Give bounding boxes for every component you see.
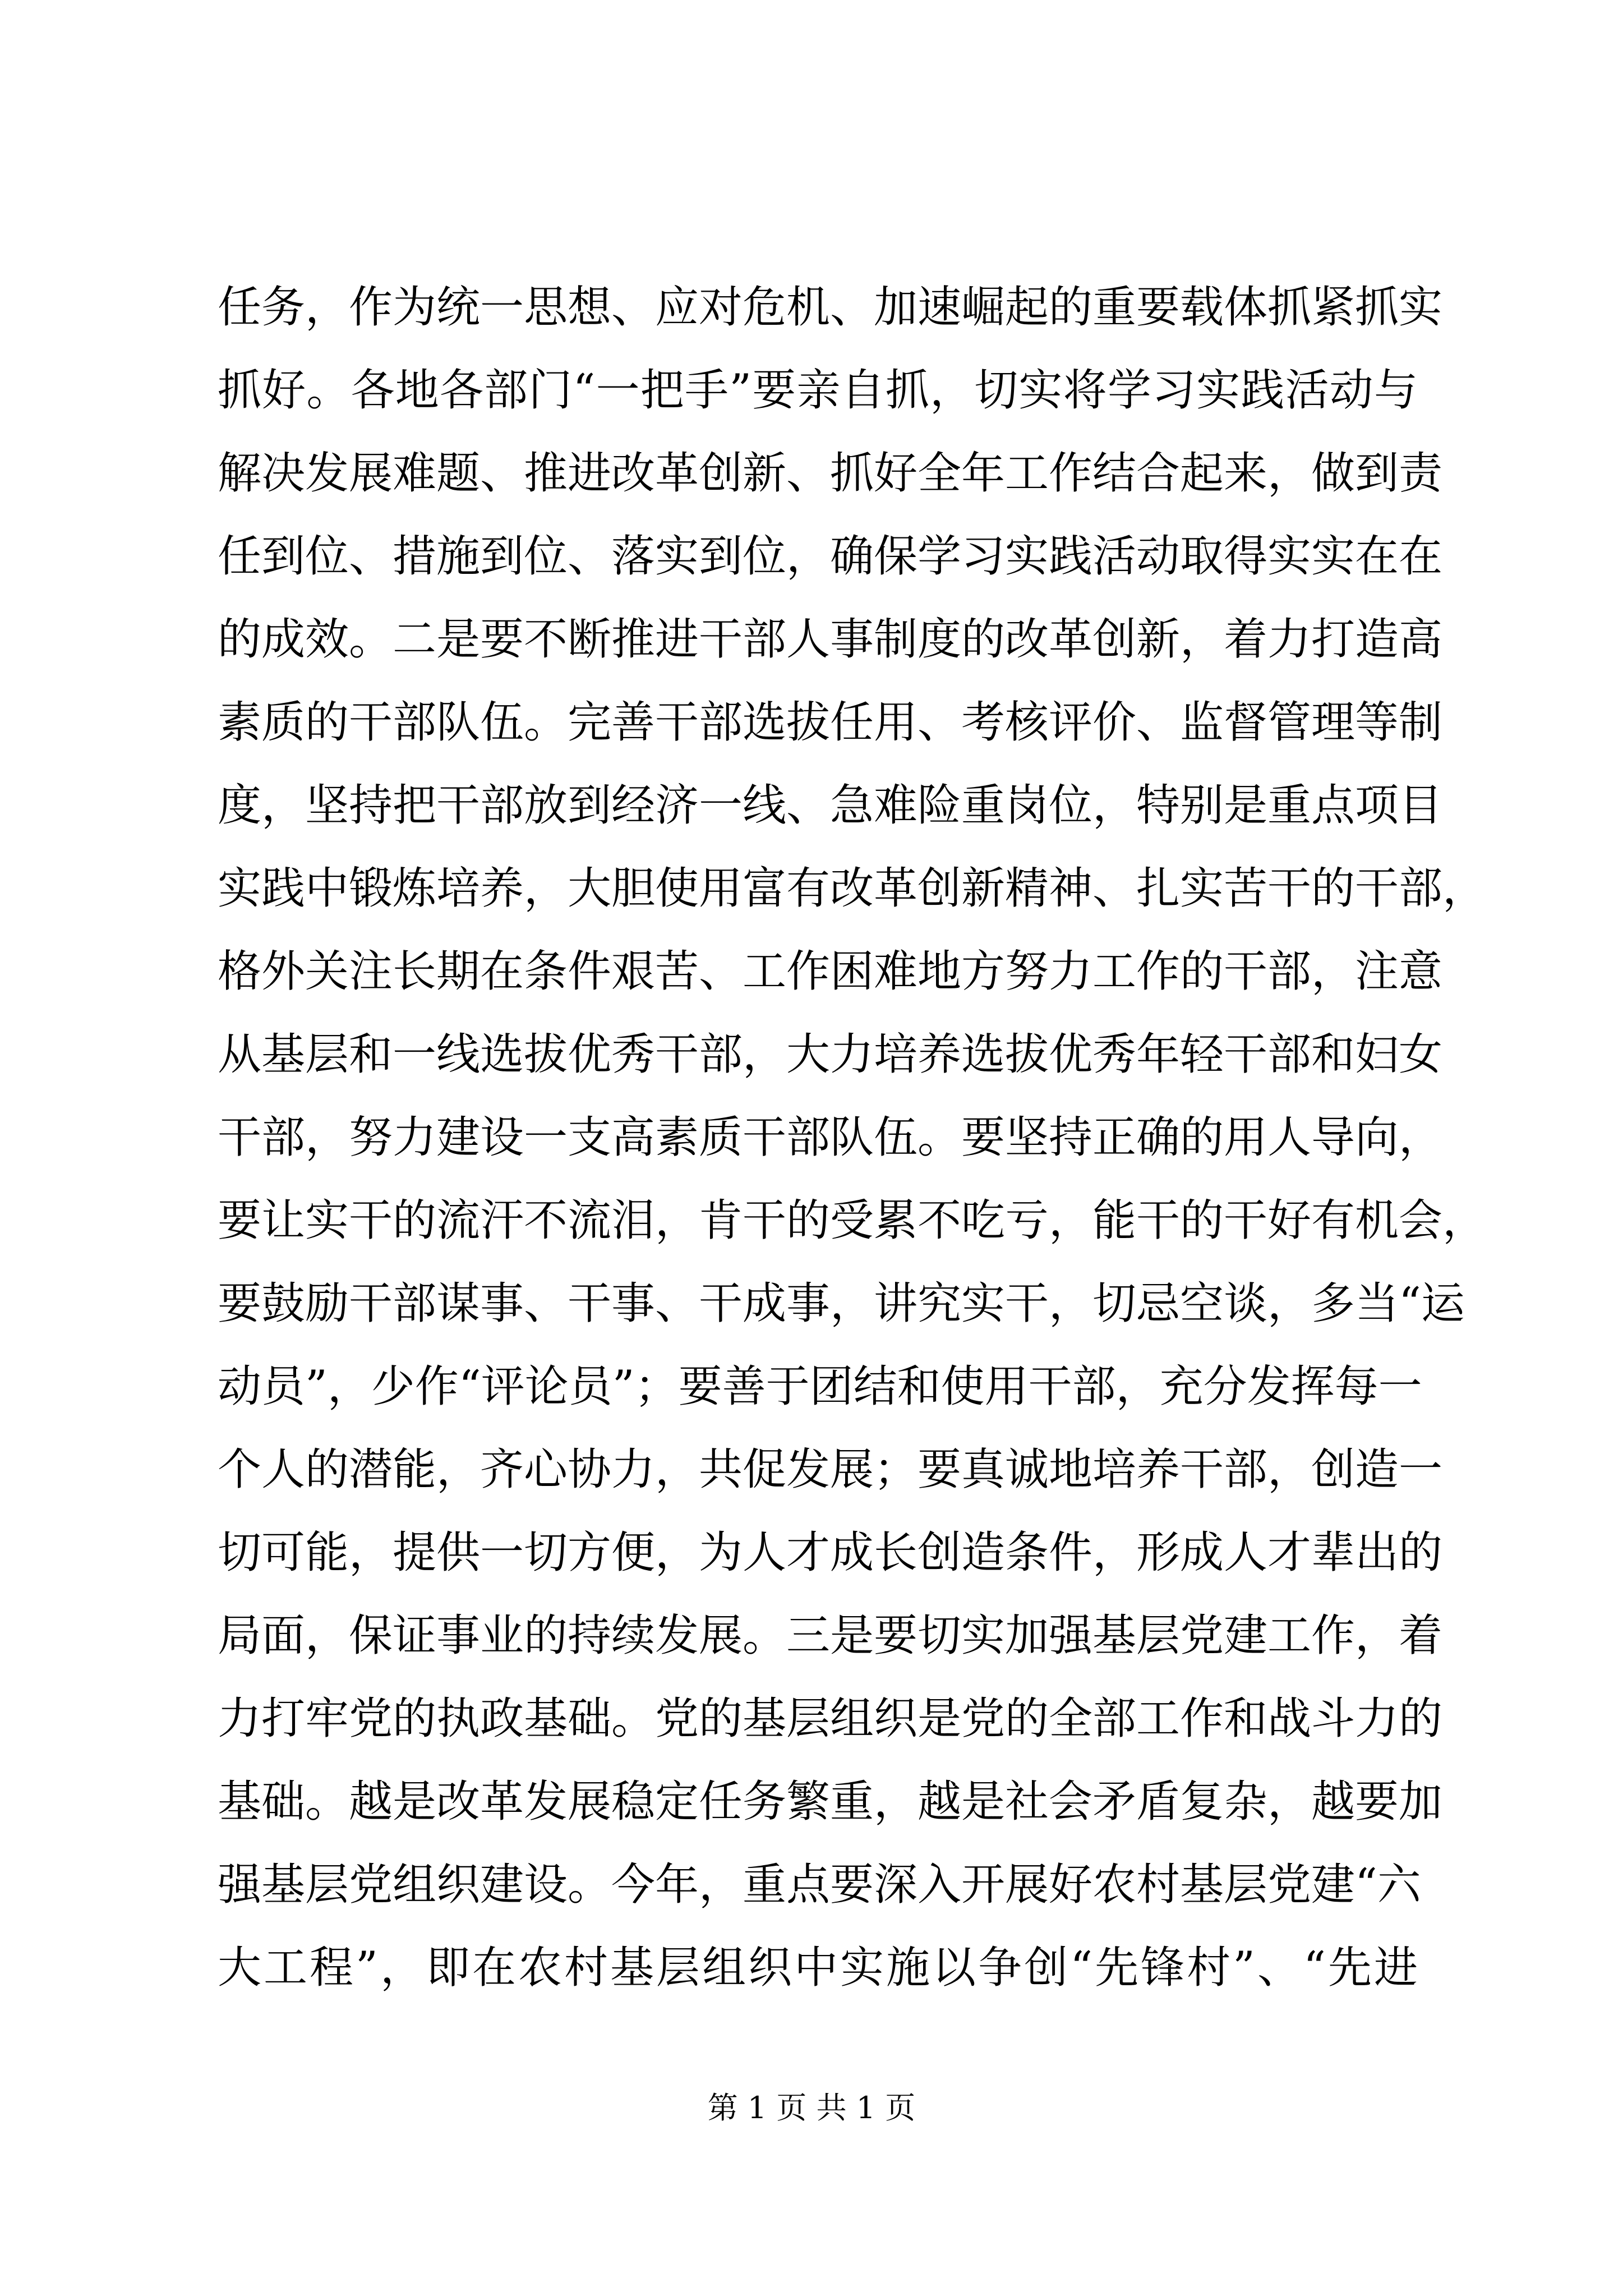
text-line: 任到位、措施到位、落实到位，确保学习实践活动取得实实在在 xyxy=(218,531,1443,582)
text-line: 干部，努力建设一支高素质干部队伍。要坚持正确的用人导向， xyxy=(218,1112,1443,1163)
text-line: 度，坚持把干部放到经济一线、急难险重岗位，特别是重点项目 xyxy=(218,780,1443,831)
body-text xyxy=(218,266,1487,2009)
text-line: 基础。越是改革发展稳定任务繁重，越是社会矛盾复杂，越要加 xyxy=(218,1777,1443,1827)
text-line: 切可能，提供一切方便，为人才成长创造条件，形成人才辈出的 xyxy=(218,1527,1443,1578)
text-line: 任务，作为统一思想、应对危机、加速崛起的重要载体抓紧抓实 xyxy=(218,282,1443,333)
text-line: 力打牢党的执政基础。党的基层组织是党的全部工作和战斗力的 xyxy=(218,1694,1443,1744)
text-line: 的成效。二是要不断推进干部人事制度的改革创新，着力打造高 xyxy=(218,614,1443,665)
page-number: 第 1 页 共 1 页 xyxy=(707,2090,916,2125)
text-line: 动员”，少作“评论员”；要善于团结和使用干部，充分发挥每一 xyxy=(218,1361,1422,1412)
text-line: 解决发展难题、推进改革创新、抓好全年工作结合起来，做到责 xyxy=(218,448,1443,499)
text-line: 强基层党组织建设。今年，重点要深入开展好农村基层党建“六 xyxy=(218,1860,1421,1910)
text-line: 格外关注长期在条件艰苦、工作困难地方努力工作的干部，注意 xyxy=(218,946,1443,997)
text-line: 抓好。各地各部门“一把手”要亲自抓，切实将学习实践活动与 xyxy=(218,365,1418,416)
text-line: 从基层和一线选拔优秀干部，大力培养选拔优秀年轻干部和妇女 xyxy=(218,1029,1443,1080)
text-line: 要让实干的流汗不流泪，肯干的受累不吃亏，能干的干好有机会， xyxy=(218,1195,1487,1246)
text-line: 局面，保证事业的持续发展。三是要切实加强基层党建工作，着 xyxy=(218,1611,1443,1661)
text-line: 大工程”，即在农村基层组织中实施以争创“先锋村”、“先进 xyxy=(218,1943,1418,1993)
text-line: 素质的干部队伍。完善干部选拔任用、考核评价、监督管理等制 xyxy=(218,697,1443,748)
page-footer xyxy=(0,2086,1623,2131)
text-line: 要鼓励干部谋事、干事、干成事，讲究实干，切忌空谈，多当“运 xyxy=(218,1278,1465,1329)
text-line: 实践中锻炼培养，大胆使用富有改革创新精神、扎实苦干的干部， xyxy=(218,863,1487,914)
text-line: 个人的潜能，齐心协力，共促发展；要真诚地培养干部，创造一 xyxy=(218,1444,1443,1495)
